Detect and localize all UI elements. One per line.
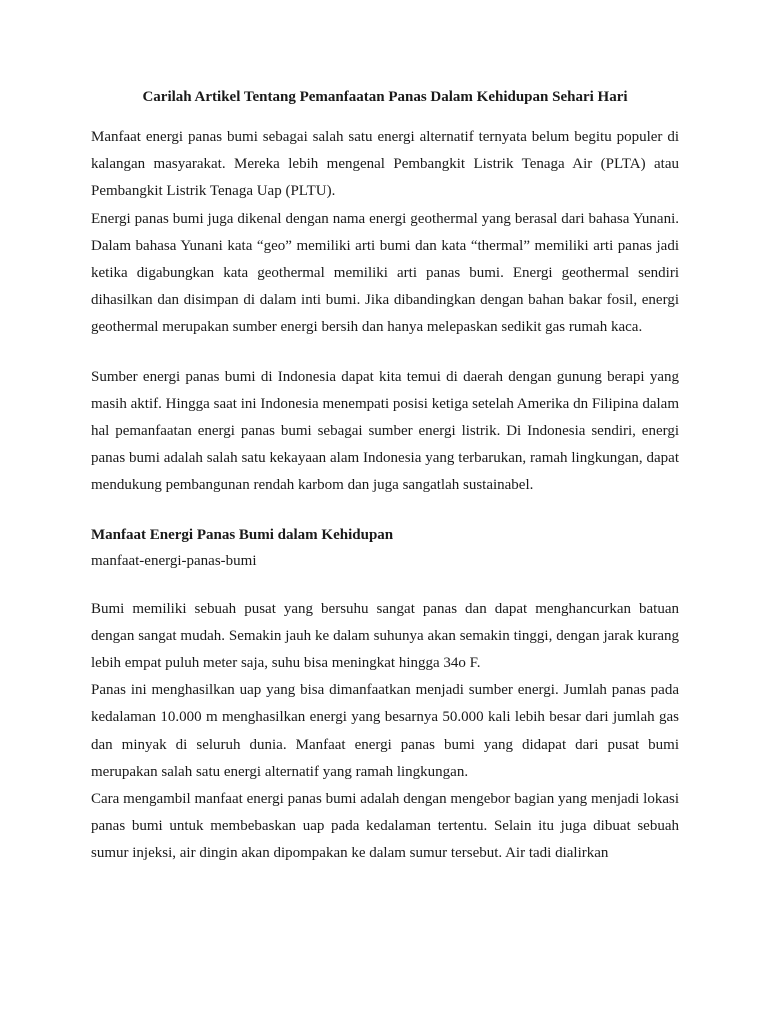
spacer [91, 342, 679, 364]
spacer [91, 574, 679, 596]
paragraph-core: Bumi memiliki sebuah pusat yang bersuhu sangat panas dan dapat menghancurkan batuan dengan sangat mudah. Semakin jauh ke dalam suhunya akan semakin tinggi, dengan jarak kurang lebih empat puluh meter saja, suhu bisa meningkat hingga 34o F. [91, 600, 679, 672]
paragraph-intro: Manfaat energi panas bumi sebagai salah satu energi alternatif ternyata belum begitu populer di kalangan masyarakat. Mereka lebih mengenal Pembangkit Listrik Tenaga Air (PLTA) atau Pembangkit Listrik Tenaga Uap (PLTU). [91, 129, 679, 200]
section-tag: manfaat-energi-panas-bumi [91, 552, 257, 569]
document-page [91, 84, 679, 868]
document-title: Carilah Artikel Tentang Pemanfaatan Panas Dalam Kehidupan Sehari Hari [142, 89, 628, 105]
spacer [91, 500, 679, 522]
paragraph-drilling: Cara mengambil manfaat energi panas bumi adalah dengan mengebor bagian yang menjadi lokasi panas bumi untuk membebaskan uap pada kedalaman tertentu. Selain itu juga dibuat sebuah sumur injeksi, air dingin akan dipompakan ke dalam sumur tersebut. Air tadi dialirkan [91, 791, 679, 862]
section-heading: Manfaat Energi Panas Bumi dalam Kehidupan [91, 526, 394, 543]
paragraph-steam: Panas ini menghasilkan uap yang bisa dimanfaatkan menjadi sumber energi. Jumlah panas pada kedalaman 10.000 m menghasilkan energi yang besarnya 50.000 kali lebih besar dari jumlah gas dan minyak di seluruh dunia. Manfaat energi panas bumi yang didapat dari pusat bumi merupakan salah satu energi alternatif yang ramah lingkungan. [91, 682, 679, 780]
paragraph-indonesia: Sumber energi panas bumi di Indonesia dapat kita temui di daerah dengan gunung berapi yang masih aktif. Hingga saat ini Indonesia menempati posisi ketiga setelah Amerika dn Filipina dalam hal pemanfaatan energi panas bumi sebagai sumber energi listrik. Di Indonesia sendiri, energi panas bumi adalah salah satu kekayaan alam Indonesia yang terbarukan, ramah lingkungan, dapat mendukung pembangunan rendah karbom dan juga sangatlah sustainabel. [91, 368, 679, 494]
paragraph-geothermal: Energi panas bumi juga dikenal dengan nama energi geothermal yang berasal dari bahasa Yunani. Dalam bahasa Yunani kata “geo” memiliki arti bumi dan kata “thermal” memiliki arti panas jadi ketika digabungkan kata geothermal memiliki arti panas bumi. Energi geothermal sendiri dihasilkan dan disimpan di dalam inti bumi. Jika dibandingkan dengan bahan bakar fosil, energi geothermal merupakan sumber energi bersih dan hanya melepaskan sedikit gas rumah kaca. [91, 210, 679, 336]
